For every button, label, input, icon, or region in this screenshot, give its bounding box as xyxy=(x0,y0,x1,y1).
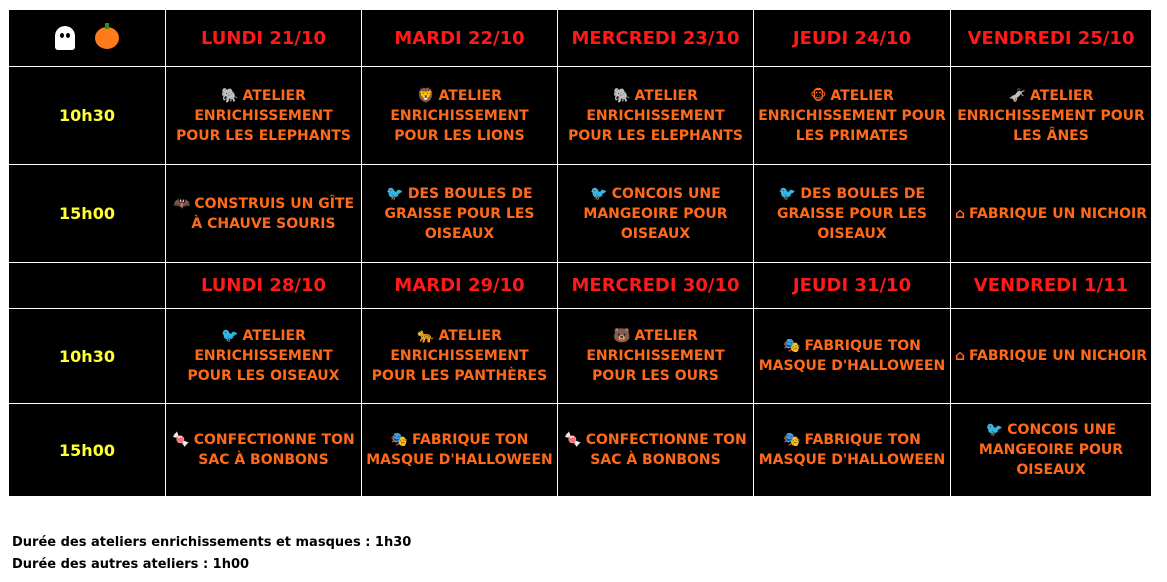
activity-label: ATELIER ENRICHISSEMENT POUR LES PANTHÈRES xyxy=(371,328,548,384)
activity-label: ATELIER ENRICHISSEMENT POUR LES ELEPHANTS xyxy=(568,87,743,144)
activity-cell xyxy=(166,404,362,497)
activity-cell xyxy=(362,309,558,404)
day-header: MERCREDI 30/10 xyxy=(558,263,754,309)
activity-cell xyxy=(166,165,362,263)
corner-cell xyxy=(9,10,166,67)
monkey-icon: 🐵 xyxy=(810,87,827,104)
day-header: JEUDI 24/10 xyxy=(754,10,951,67)
bear-icon: 🐻 xyxy=(613,328,631,344)
house-icon: ⌂ xyxy=(955,205,966,222)
time-row xyxy=(9,404,1152,497)
lion-icon: 🦁 xyxy=(417,87,435,104)
activity-cell xyxy=(558,165,754,263)
activity-cell xyxy=(754,67,951,165)
time-row xyxy=(9,165,1152,263)
candy-icon: 🍬 xyxy=(564,432,582,448)
time-row xyxy=(9,67,1152,165)
activity-cell xyxy=(558,309,754,404)
day-header: VENDREDI 25/10 xyxy=(951,10,1152,67)
activity-label: ATELIER ENRICHISSEMENT POUR LES ELEPHANTS xyxy=(176,87,351,144)
day-header: MARDI 29/10 xyxy=(362,263,558,309)
activity-cell xyxy=(558,67,754,165)
activity-cell xyxy=(362,404,558,497)
activity-cell xyxy=(754,309,951,404)
activity-cell xyxy=(754,165,951,263)
day-header: LUNDI 28/10 xyxy=(166,263,362,309)
elephant-icon: 🐘 xyxy=(613,87,631,104)
pumpkin-icon xyxy=(95,27,119,49)
activity-label: FABRIQUE UN NICHOIR xyxy=(969,205,1147,222)
activity-label: CONSTRUIS UN GÎTE À CHAUVE SOURIS xyxy=(191,195,355,232)
mask-icon: 🎭 xyxy=(783,432,801,448)
bird-icon: 🐦 xyxy=(386,185,404,202)
activity-cell xyxy=(166,67,362,165)
activity-cell xyxy=(951,67,1152,165)
activity-label: DES BOULES DE GRAISSE POUR LES OISEAUX xyxy=(384,185,535,242)
time-slot: 10h30 xyxy=(9,67,166,165)
activity-label: CONFECTIONNE TON SAC À BONBONS xyxy=(585,432,747,468)
activity-cell xyxy=(362,165,558,263)
activity-cell xyxy=(951,309,1152,404)
activity-label: CONCOIS UNE MANGEOIRE POUR OISEAUX xyxy=(583,185,728,242)
activity-cell xyxy=(166,309,362,404)
activity-label: FABRIQUE TON MASQUE D'HALLOWEEN xyxy=(366,432,553,468)
ghost-icon xyxy=(55,26,75,50)
day-header: JEUDI 31/10 xyxy=(754,263,951,309)
corner-cell xyxy=(9,263,166,309)
time-row xyxy=(9,309,1152,404)
notes xyxy=(12,532,411,576)
time-slot: 10h30 xyxy=(9,309,166,404)
day-header-row xyxy=(9,263,1152,309)
panther-icon: 🐆 xyxy=(417,328,435,344)
activity-label: FABRIQUE UN NICHOIR xyxy=(969,348,1147,364)
house-icon: ⌂ xyxy=(955,348,966,364)
donkey-icon: 🫏 xyxy=(1008,87,1027,104)
day-header: LUNDI 21/10 xyxy=(166,10,362,67)
candy-icon: 🍬 xyxy=(172,432,190,448)
elephant-icon: 🐘 xyxy=(221,87,239,104)
bird-icon: 🐦 xyxy=(778,185,797,202)
activity-label: FABRIQUE TON MASQUE D'HALLOWEEN xyxy=(758,432,946,468)
activity-label: ATELIER ENRICHISSEMENT POUR LES PRIMATES xyxy=(758,87,946,144)
bird-icon: 🐦 xyxy=(221,328,239,344)
activity-cell xyxy=(362,67,558,165)
activity-label: ATELIER ENRICHISSEMENT POUR LES OURS xyxy=(586,328,725,384)
activity-label: CONFECTIONNE TON SAC À BONBONS xyxy=(193,432,355,468)
activity-cell xyxy=(558,404,754,497)
activity-cell xyxy=(754,404,951,497)
activity-label: FABRIQUE TON MASQUE D'HALLOWEEN xyxy=(758,338,946,374)
bat-icon: 🦇 xyxy=(172,195,191,212)
note-duration-enrichment: Durée des ateliers enrichissements et masques : 1h30 xyxy=(12,535,412,550)
activity-label: ATELIER ENRICHISSEMENT POUR LES OISEAUX xyxy=(187,328,340,384)
activity-cell xyxy=(951,165,1152,263)
day-header: MERCREDI 23/10 xyxy=(558,10,754,67)
day-header-row xyxy=(9,10,1152,67)
mask-icon: 🎭 xyxy=(783,338,801,354)
bird-icon: 🐦 xyxy=(985,422,1004,438)
schedule-table xyxy=(8,9,1152,497)
activity-label: ATELIER ENRICHISSEMENT POUR LES ÂNES xyxy=(957,87,1145,144)
note-duration-other: Durée des autres ateliers : 1h00 xyxy=(12,557,250,572)
day-header: MARDI 22/10 xyxy=(362,10,558,67)
day-header: VENDREDI 1/11 xyxy=(951,263,1152,309)
activity-label: CONCOIS UNE MANGEOIRE POUR OISEAUX xyxy=(978,422,1124,478)
time-slot: 15h00 xyxy=(9,165,166,263)
bird-icon: 🐦 xyxy=(590,185,608,202)
mask-icon: 🎭 xyxy=(390,432,409,448)
activity-cell xyxy=(951,404,1152,497)
activity-label: DES BOULES DE GRAISSE POUR LES OISEAUX xyxy=(776,185,928,242)
time-slot: 15h00 xyxy=(9,404,166,497)
activity-label: ATELIER ENRICHISSEMENT POUR LES LIONS xyxy=(390,87,529,144)
